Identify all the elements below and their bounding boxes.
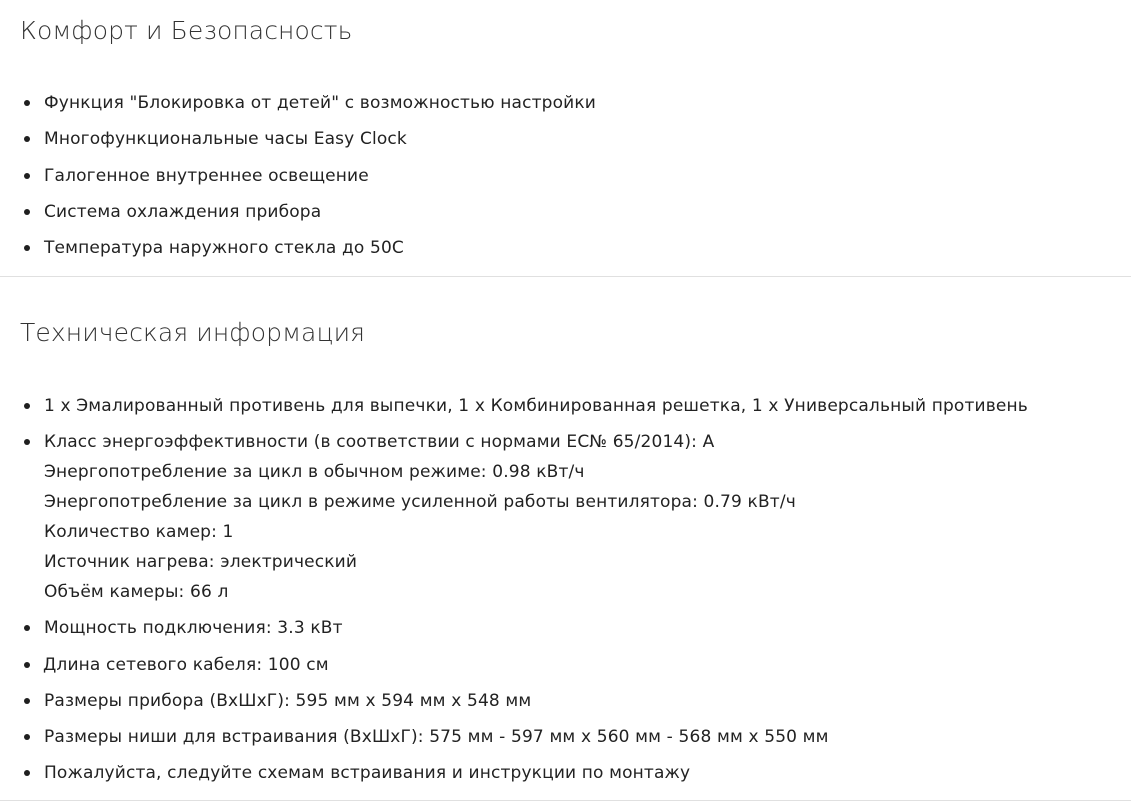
list-item-text: Система охлаждения прибора <box>44 202 322 222</box>
bullet-icon <box>24 439 30 445</box>
list-item <box>0 429 1131 609</box>
list-item-text: Количество камер: 1 <box>44 522 234 542</box>
bullet-icon <box>24 403 30 409</box>
section-divider <box>0 800 1131 801</box>
bullet-icon <box>24 173 30 179</box>
list-item <box>0 126 1131 156</box>
list-item <box>0 90 1131 120</box>
list-item <box>0 615 1131 645</box>
list-item-text: Температура наружного стекла до 50С <box>44 238 404 258</box>
list-item-text: Объём камеры: 66 л <box>44 582 229 602</box>
technical-info-title: Техническая информация <box>20 318 366 347</box>
bullet-icon <box>24 770 30 776</box>
list-item-text: Пожалуйста, следуйте схемам встраивания и инструкции по монтажу <box>44 763 691 783</box>
list-item-text: Многофункциональные часы Easy Clock <box>44 129 407 149</box>
list-item-text: Галогенное внутреннее освещение <box>44 166 369 186</box>
list-item-text: Энергопотребление за цикл в обычном режиме: 0.98 кВт/ч <box>44 462 585 482</box>
list-item-text: Класс энергоэффективности (в соответствии с нормами EC№ 65/2014): A <box>44 432 715 452</box>
list-item-text: Длина сетевого кабеля: 100 см <box>43 655 329 675</box>
list-item-text: Энергопотребление за цикл в режиме усиленной работы вентилятора: 0.79 кВт/ч <box>44 492 796 512</box>
list-item <box>0 688 1131 718</box>
list-item-text: Функция "Блокировка от детей" с возможностью настройки <box>44 93 596 113</box>
bullet-icon <box>24 209 30 215</box>
technical-info-section <box>0 277 1131 801</box>
list-item <box>0 724 1131 754</box>
bullet-icon <box>24 136 30 142</box>
bullet-icon <box>24 734 30 740</box>
bullet-icon <box>24 625 30 631</box>
list-item-text: 1 х Эмалированный противень для выпечки, 1 х Комбинированная решетка, 1 х Универсальный противень <box>44 396 1028 416</box>
comfort-safety-section <box>0 0 1131 277</box>
bullet-icon <box>24 662 30 668</box>
bullet-icon <box>24 245 30 251</box>
list-item-text: Мощность подключения: 3.3 кВт <box>44 618 343 638</box>
bullet-icon <box>24 698 30 704</box>
comfort-safety-title: Комфорт и Безопасность <box>20 16 353 45</box>
list-item <box>0 393 1131 423</box>
list-item <box>0 235 1131 265</box>
bullet-icon <box>24 100 30 106</box>
list-item <box>0 652 1131 682</box>
list-item-text: Размеры ниши для встраивания (ВхШхГ): 575 мм - 597 мм x 560 мм - 568 мм x 550 мм <box>44 727 829 747</box>
list-item <box>0 199 1131 229</box>
list-item-text: Размеры прибора (ВхШхГ): 595 мм x 594 мм x 548 мм <box>44 691 532 711</box>
list-item <box>0 163 1131 193</box>
list-item-text: Источник нагрева: электрический <box>44 552 358 572</box>
list-item <box>0 760 1131 790</box>
